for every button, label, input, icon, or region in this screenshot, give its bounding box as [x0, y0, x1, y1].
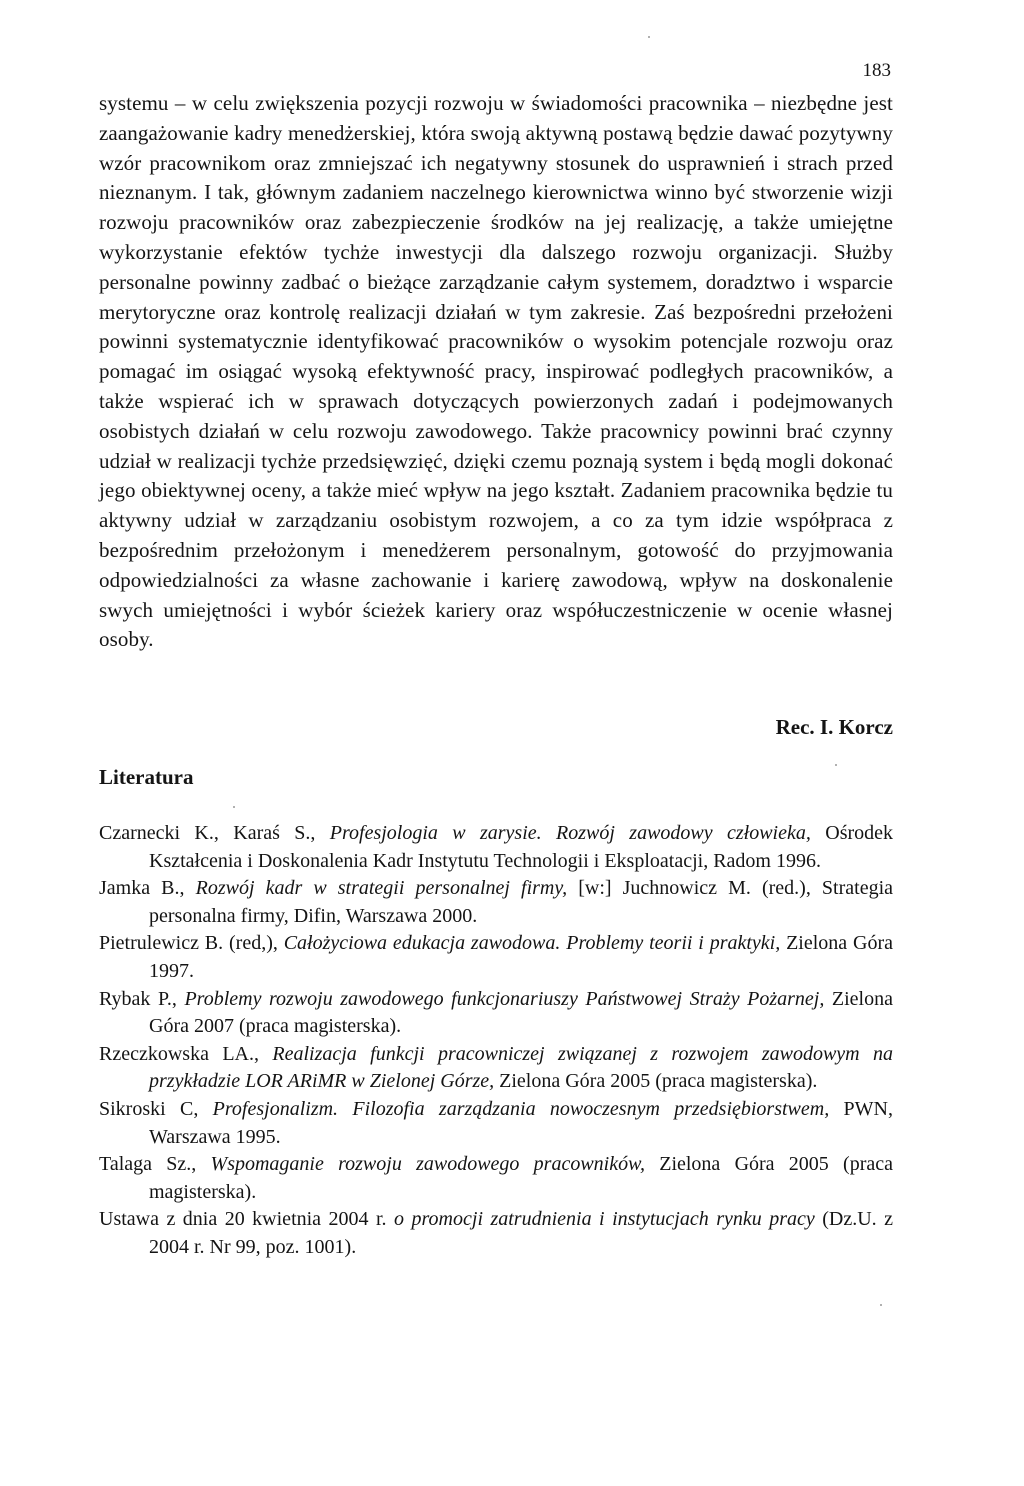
bibliography-entry: [99, 930, 893, 985]
bibliography-entry: [99, 1096, 893, 1151]
reviewer-signature: Rec. I. Korcz: [775, 715, 893, 739]
bib-author: Rybak P.,: [99, 987, 185, 1010]
scan-speck: [648, 36, 650, 38]
bib-author: Czarnecki K., Karaś S.,: [99, 822, 330, 844]
bibliography-entry: [99, 820, 893, 875]
bib-title: Problemy rozwoju zawodowego funkcjonariuszy Państwowej Straży Pożarnej,: [184, 987, 825, 1010]
bib-publication: Zielona Góra 2005 (praca magisterska).: [494, 1070, 818, 1093]
page-number: 183: [862, 60, 891, 81]
bib-publication: Zielona Góra 2005 (praca magisterska).: [149, 1153, 894, 1203]
bib-title: Profesjologia w zarysie. Rozwój zawodowy człowieka,: [329, 822, 811, 844]
bib-publication: PWN, Warszawa 1995.: [149, 1097, 893, 1148]
bib-publication: Zielona Góra 1997.: [149, 932, 893, 982]
bib-author: Jamka B.,: [99, 877, 196, 900]
literature-heading: Literatura: [99, 765, 194, 789]
bib-author: Rzeczkowska LA.,: [99, 1042, 273, 1065]
scan-speck: [880, 1304, 882, 1306]
bib-title: Całożyciowa edukacja zawodowa. Problemy teorii i praktyki,: [283, 932, 781, 955]
bib-author: Sikroski C,: [99, 1097, 213, 1120]
bib-title: Rozwój kadr w strategii personalnej firmy,: [195, 877, 568, 900]
bib-author: Ustawa z dnia 20 kwietnia 2004 r.: [99, 1208, 395, 1231]
bibliography-list: [99, 820, 893, 1262]
bib-title: Realizacja funkcji pracowniczej związanej z rozwojem zawodowym na przykładzie LOR ARiMR w Zielonej Górze,: [149, 1042, 893, 1093]
bib-publication: Zielona Góra 2007 (praca magisterska).: [149, 987, 893, 1038]
bib-publication: [w:] Juchnowicz M. (red.), Strategia personalna firmy, Difin, Warszawa 2000.: [149, 877, 894, 927]
bib-publication: Ośrodek Kształcenia i Doskonalenia Kadr Instytutu Technologii i Eksploatacji, Radom 1996.: [149, 822, 894, 872]
body-paragraph: systemu – w celu zwiększenia pozycji rozwoju w świadomości pracownika – niezbędne jest zaangażowanie kadry menedżerskiej, która swoją aktywną postawą będzie dawać pozytywny wzór pracownikom oraz zmniejszać ich negatywny stosunek do usprawnień i strach przed nieznanym. I tak, głównym zadaniem naczelnego kierownictwa winno być stworzenie wizji rozwoju pracowników oraz zabezpieczenie środków na jej realizację, a także umiejętne wykorzystanie efektów tychże inwestycji dla dalszego rozwoju organizacji. Służby personalne powinny zadbać o bieżące zarządzanie całym systemem, doradztwo i wsparcie merytoryczne oraz kontrolę realizacji działań w tym zakresie. Zaś bezpośredni przełożeni powinni systematycznie identyfikować pracowników o wysokim potencjale rozwoju oraz pomagać im osiągać wysoką efektywność pracy, inspirować podległych pracowników, a także wspierać ich w sprawach dotyczących powierzonych zadań i podejmowanych osobistych działań w celu rozwoju zawodowego. Także pracownicy powinni brać czynny udział w realizacji tychże przedsięwzięć, dzięki czemu poznają system i będą mogli dokonać jego obiektywnej oceny, a także mieć wpływ na jego kształt. Zadaniem pracownika będzie tu aktywny udział w zarządzaniu osobistym rozwojem, a co za tym idzie współpraca z bezpośrednim przełożonym i menedżerem personalnym, gotowość do przyjmowania odpowiedzialności za własne zachowanie i karierę zawodową, wpływ na doskonalenie swych umiejętności i wybór ścieżek kariery oraz współuczestniczenie w ocenie własnej osoby.: [99, 91, 893, 652]
bibliography-entry: [99, 986, 893, 1041]
bib-title: o promocji zatrudnienia i instytucjach rynku pracy: [394, 1208, 815, 1231]
bib-title: Wspomaganie rozwoju zawodowego pracowników,: [210, 1153, 645, 1176]
scan-speck: [233, 806, 235, 808]
bibliography-entry: [99, 875, 893, 930]
bib-title: Profesjonalizm. Filozofia zarządzania nowoczesnym przedsiębiorstwem,: [212, 1097, 830, 1120]
bibliography-entry: [99, 1041, 893, 1096]
bibliography-entry: [99, 1206, 893, 1261]
bib-author: Talaga Sz.,: [99, 1153, 211, 1176]
bib-author: Pietrulewicz B. (red,),: [99, 932, 284, 955]
bib-publication: (Dz.U. z 2004 r. Nr 99, poz. 1001).: [149, 1208, 893, 1258]
bibliography-entry: [99, 1151, 893, 1206]
scan-speck: [835, 764, 837, 766]
